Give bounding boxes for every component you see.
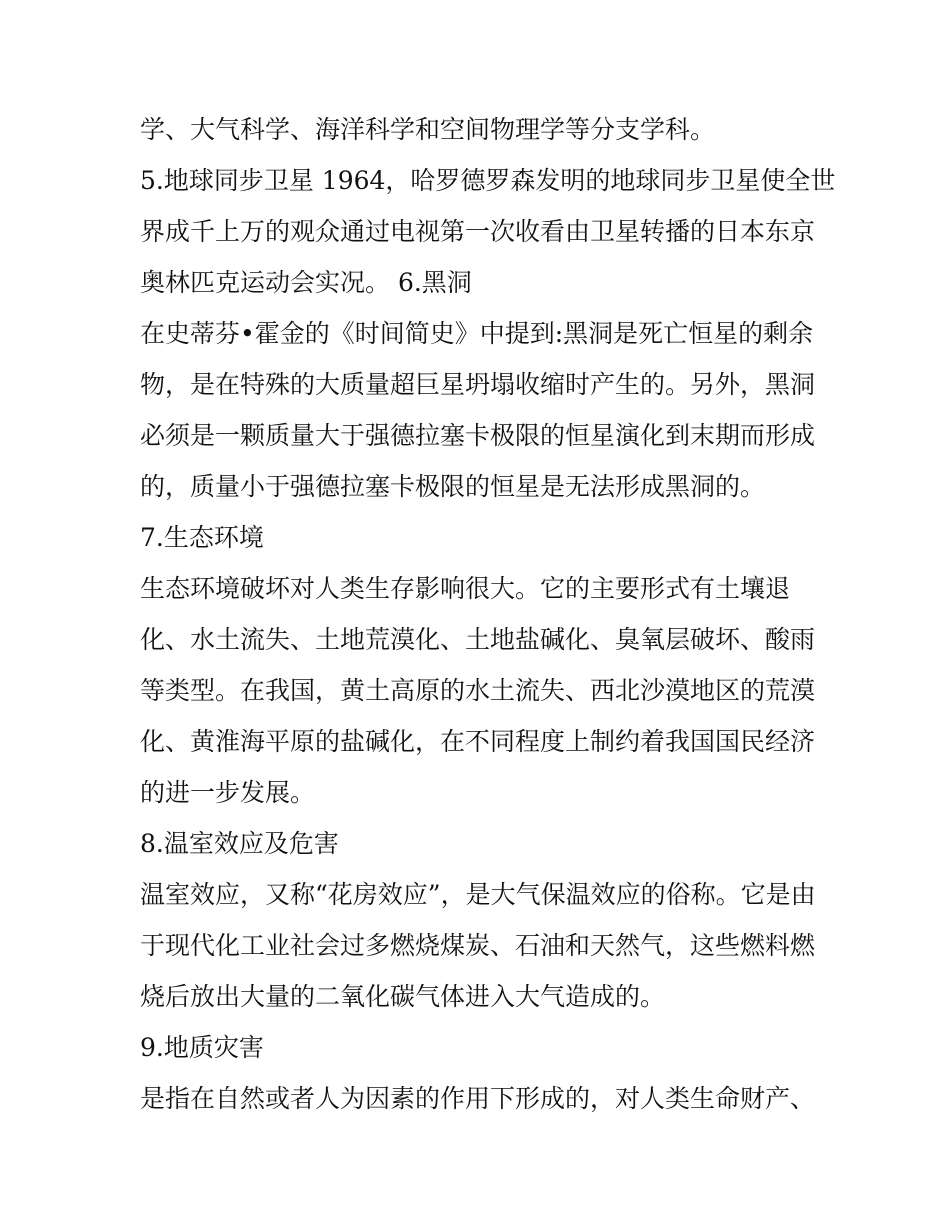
text-line: 物，是在特殊的大质量超巨星坍塌收缩时产生的。另外，黑洞	[140, 370, 816, 399]
text-line: 的进一步发展。	[140, 778, 316, 807]
text-line: 必须是一颗质量大于强德拉塞卡极限的恒星演化到末期而形成	[140, 421, 816, 450]
text-line: 于现代化工业社会过多燃烧煤炭、石油和天然气，这些燃料燃	[140, 931, 816, 960]
text-line: 在史蒂芬•霍金的《时间简史》中提到:黑洞是死亡恒星的剩余	[140, 319, 814, 348]
text-line: 生态环境破坏对人类生存影响很大。它的主要形式有土壤退	[140, 574, 791, 603]
text-line: 化、黄淮海平原的盐碱化，在不同程度上制约着我国国民经济	[140, 727, 816, 756]
text-line: 学、大气科学、海洋科学和空间物理学等分支学科。	[140, 115, 716, 144]
text-line: 烧后放出大量的二氧化碳气体进入大气造成的。	[140, 982, 666, 1011]
text-line: 化、水土流失、土地荒漠化、土地盐碱化、臭氧层破坏、酸雨	[140, 625, 816, 654]
text-line: 的，质量小于强德拉塞卡极限的恒星是无法形成黑洞的。	[140, 472, 766, 501]
section-heading: 8.温室效应及危害	[140, 829, 339, 858]
section-heading: 7.生态环境	[140, 523, 264, 552]
text-line: 奥林匹克运动会实况。 6.黑洞	[140, 268, 472, 297]
text-line: 是指在自然或者人为因素的作用下形成的，对人类生命财产、	[140, 1084, 816, 1113]
text-line: 温室效应，又称“花房效应”，是大气保温效应的俗称。它是由	[140, 880, 816, 909]
section-heading: 9.地质灾害	[140, 1033, 264, 1062]
text-line: 界成千上万的观众通过电视第一次收看由卫星转播的日本东京	[140, 217, 816, 246]
text-line: 等类型。在我国，黄土高原的水土流失、西北沙漠地区的荒漠	[140, 676, 816, 705]
text-line: 5.地球同步卫星 1964，哈罗德罗森发明的地球同步卫星使全世	[140, 166, 836, 195]
